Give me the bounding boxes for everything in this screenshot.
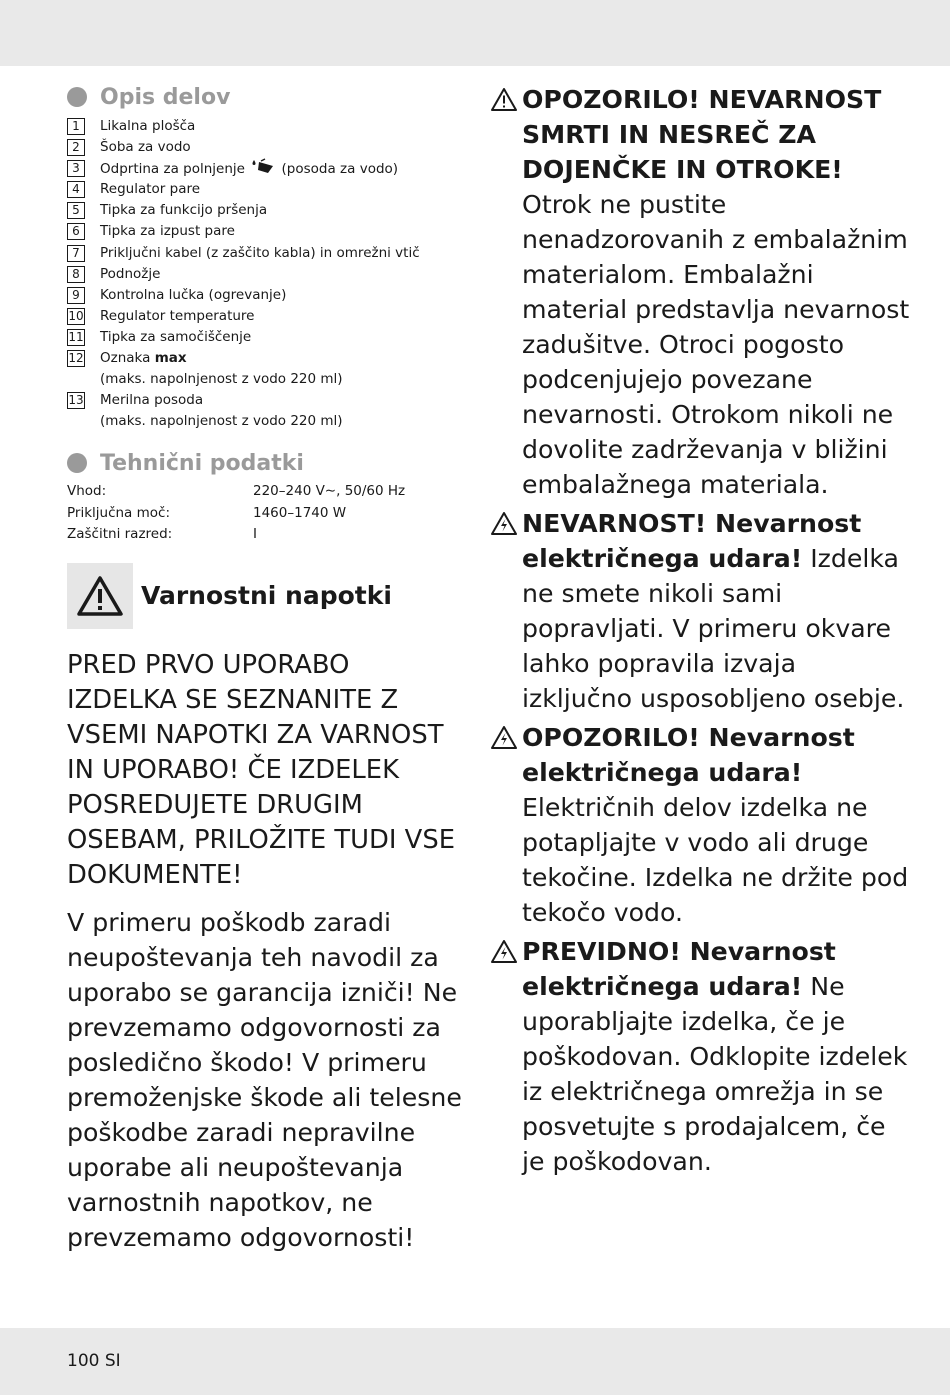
item-label: (maks. napolnjenost z vodo 220 ml) — [100, 413, 343, 430]
item-label: Šoba za vodo — [100, 139, 191, 156]
electric-hazard-icon — [490, 511, 518, 536]
page-number: 100 SI — [67, 1351, 121, 1371]
spec-value: 1460–1740 W — [253, 504, 347, 521]
item-number: 12 — [68, 351, 84, 366]
item-number: 7 — [67, 245, 85, 262]
list-item — [67, 390, 467, 411]
list-item — [67, 137, 467, 158]
list-item — [67, 158, 467, 179]
warning-text: Otrok ne pustite nenadzorovanih z embalažnim materialom. Embalažni material predstavlja nevarnost zadušitve. Otroci pogosto podcenjujejo povezane nevarnosti. Otrokom nikoli ne dovolite zadrževanja v bližini embalažnega materiala. — [522, 190, 910, 499]
list-item — [67, 179, 467, 200]
item-number: 11 — [68, 329, 84, 344]
item-label: Tipka za izpust pare — [100, 223, 235, 240]
item-label: (maks. napolnjenost z vodo 220 ml) — [100, 371, 343, 388]
spec-row — [67, 503, 467, 525]
item-label-end: (posoda za vodo) — [281, 161, 399, 178]
warning-block — [490, 934, 910, 1179]
section-bullet-icon — [67, 453, 87, 473]
item-label: Priključni kabel (z zaščito kabla) in omrežni vtič — [100, 244, 420, 261]
list-item — [67, 221, 467, 242]
list-item-continuation — [67, 411, 467, 432]
warning-block — [490, 720, 910, 930]
header-band — [0, 0, 950, 66]
tech-section — [67, 448, 467, 546]
item-number: 8 — [67, 266, 85, 283]
spec-value: 220–240 V∼, 50/60 Hz — [253, 483, 406, 500]
warning-heading: OPOZORILO! Nevarnost električnega udara! — [522, 723, 855, 787]
warning-heading: PREVIDNO! Nevarnost električnega udara! — [522, 937, 836, 1001]
parts-title: Opis delov — [100, 84, 231, 110]
spec-value: I — [253, 526, 257, 543]
item-number: 2 — [67, 139, 85, 156]
list-item-continuation — [67, 369, 467, 390]
section-bullet-icon — [67, 87, 87, 107]
item-number: 4 — [67, 181, 85, 198]
item-label — [100, 348, 187, 369]
item-number: 1 — [67, 118, 85, 135]
list-item — [67, 306, 467, 327]
spec-table — [67, 481, 467, 546]
item-number: 3 — [67, 160, 85, 177]
list-item — [67, 116, 467, 137]
warning-heading: OPOZORILO! NEVARNOST SMRTI IN NESREČ ZA DOJENČKE IN OTROKE! — [522, 85, 882, 184]
spec-key: Zaščitni razred: — [67, 526, 173, 543]
footer-band — [0, 1328, 950, 1395]
warning-block — [490, 82, 910, 502]
item-label-bold: max — [154, 350, 187, 367]
item-label: Likalna plošča — [100, 118, 196, 134]
list-item — [67, 348, 467, 369]
tech-heading — [67, 448, 467, 478]
list-item — [67, 243, 467, 264]
spec-key: Vhod: — [67, 483, 107, 500]
spec-row — [67, 524, 467, 546]
item-number: 9 — [67, 287, 85, 304]
safety-title: Varnostni napotki — [141, 581, 392, 611]
warning-text: Ne uporabljajte izdelka, če je poškodovan. Odklopite izdelek iz električnega omrežja in se posvetujte s prodajalcem, če je poškodovan. — [522, 972, 908, 1176]
parts-list — [67, 116, 467, 432]
tech-title: Tehnični podatki — [100, 450, 304, 476]
spec-row — [67, 481, 467, 503]
safety-body-text: V primeru poškodb zaradi neupoštevanja teh navodil za uporabo se garancija izniči! Ne prevzemamo odgovornosti za posledično škodo! V primeru premoženjske škode ali telesne poškodbe zaradi nepravilne uporabe ali neupoštevanja varnostnih napotkov, ne prevzemamo odgovornosti! — [67, 907, 462, 1252]
warning-heading: NEVARNOST! Nevarnost električnega udara! — [522, 509, 862, 573]
item-label-start: Oznaka — [100, 350, 151, 367]
list-item — [67, 285, 467, 306]
list-item — [67, 200, 467, 221]
left-column — [67, 82, 467, 1255]
warning-text: Električnih delov izdelka ne potapljajte v vodo ali druge tekočine. Izdelka ne držite pod tekočo vodo. — [522, 793, 909, 927]
item-label: Podnožje — [100, 265, 161, 282]
right-column — [490, 82, 910, 1179]
item-number: 6 — [67, 223, 85, 240]
item-number: 10 — [68, 308, 84, 323]
warning-block — [490, 506, 910, 716]
item-label: Tipka za samočiščenje — [100, 328, 252, 345]
water-filling-icon — [251, 158, 275, 175]
warning-triangle-icon — [76, 575, 124, 617]
item-label: Kontrolna lučka (ogrevanje) — [100, 286, 287, 303]
item-label-start: Odprtina za polnjenje — [100, 161, 245, 178]
item-label: Tipka za funkcijo pršenja — [100, 202, 268, 219]
safety-caps-notice: PRED PRVO UPORABO IZDELKA SE SEZNANITE Z VSEMI NAPOTKI ZA VARNOST IN UPORABO! ČE IZDELEK POSREDUJETE DRUGIM OSEBAM, PRILOŽITE TUDI VSE DOKUMENTE! — [67, 649, 455, 890]
warning-text: Izdelka ne smete nikoli sami popravljati. V primeru okvare lahko popravila izvaja izključno usposobljeno osebje. — [522, 544, 905, 713]
list-item — [67, 327, 467, 348]
spec-key: Priključna moč: — [67, 504, 171, 521]
warning-box — [67, 563, 133, 629]
item-number: 13 — [68, 393, 84, 408]
electric-hazard-icon — [490, 725, 518, 750]
safety-heading — [67, 562, 467, 630]
item-label: Regulator pare — [100, 181, 201, 198]
list-item — [67, 264, 467, 285]
parts-heading — [67, 82, 467, 112]
electric-hazard-icon — [490, 939, 518, 964]
item-label — [100, 158, 398, 179]
warning-triangle-icon — [490, 87, 518, 112]
item-number: 5 — [67, 202, 85, 219]
item-label: Regulator temperature — [100, 307, 255, 324]
item-label: Merilna posoda — [100, 392, 204, 409]
